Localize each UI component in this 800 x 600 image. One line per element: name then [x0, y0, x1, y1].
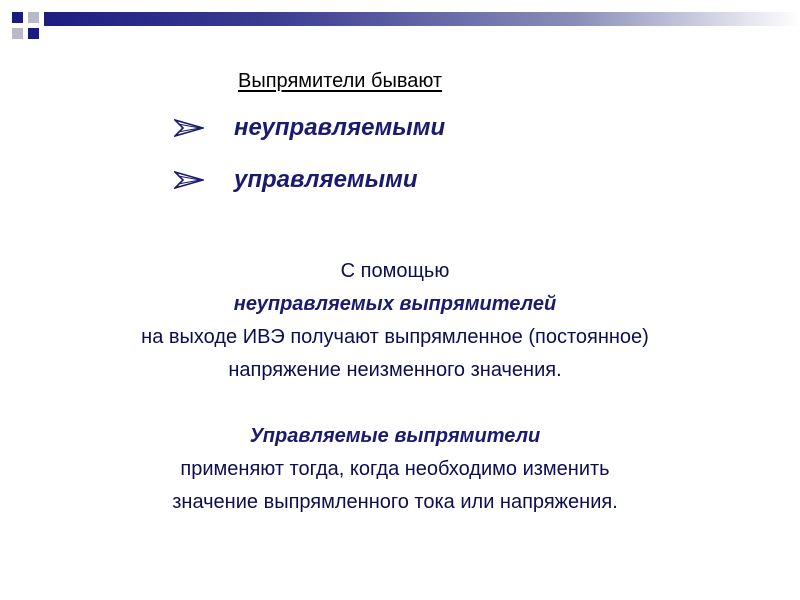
paragraph-spacer [0, 387, 790, 420]
header-gradient-bar [44, 12, 800, 26]
corner-square-light [28, 12, 39, 23]
paragraph1-line: С помощью [340, 260, 450, 282]
bullet-text: неуправляемыми [234, 114, 446, 141]
arrow-bullet-icon [174, 118, 204, 138]
paragraph2-line: применяют тогда, когда необходимо изменить [180, 458, 610, 480]
corner-square-light [12, 28, 23, 39]
bullet-item [174, 166, 418, 194]
paragraph1-line: напряжение неизменного значения. [228, 359, 562, 381]
paragraph1-line: на выходе ИВЭ получают выпрямленное (постоянное) [141, 326, 649, 348]
corner-square-dark [12, 12, 23, 23]
paragraph2-emphasis-line: Управляемые выпрямители [249, 425, 541, 447]
arrow-bullet-icon [174, 170, 204, 190]
bullet-item [174, 114, 445, 142]
slide-body [0, 255, 790, 519]
paragraph2-line: значение выпрямленного тока или напряжения. [172, 491, 618, 513]
corner-square-dark [28, 28, 39, 39]
paragraph1-emphasis-line: неуправляемых выпрямителей [233, 293, 557, 315]
slide-title: Выпрямители бывают [238, 70, 443, 92]
bullet-text: управляемыми [234, 166, 418, 193]
